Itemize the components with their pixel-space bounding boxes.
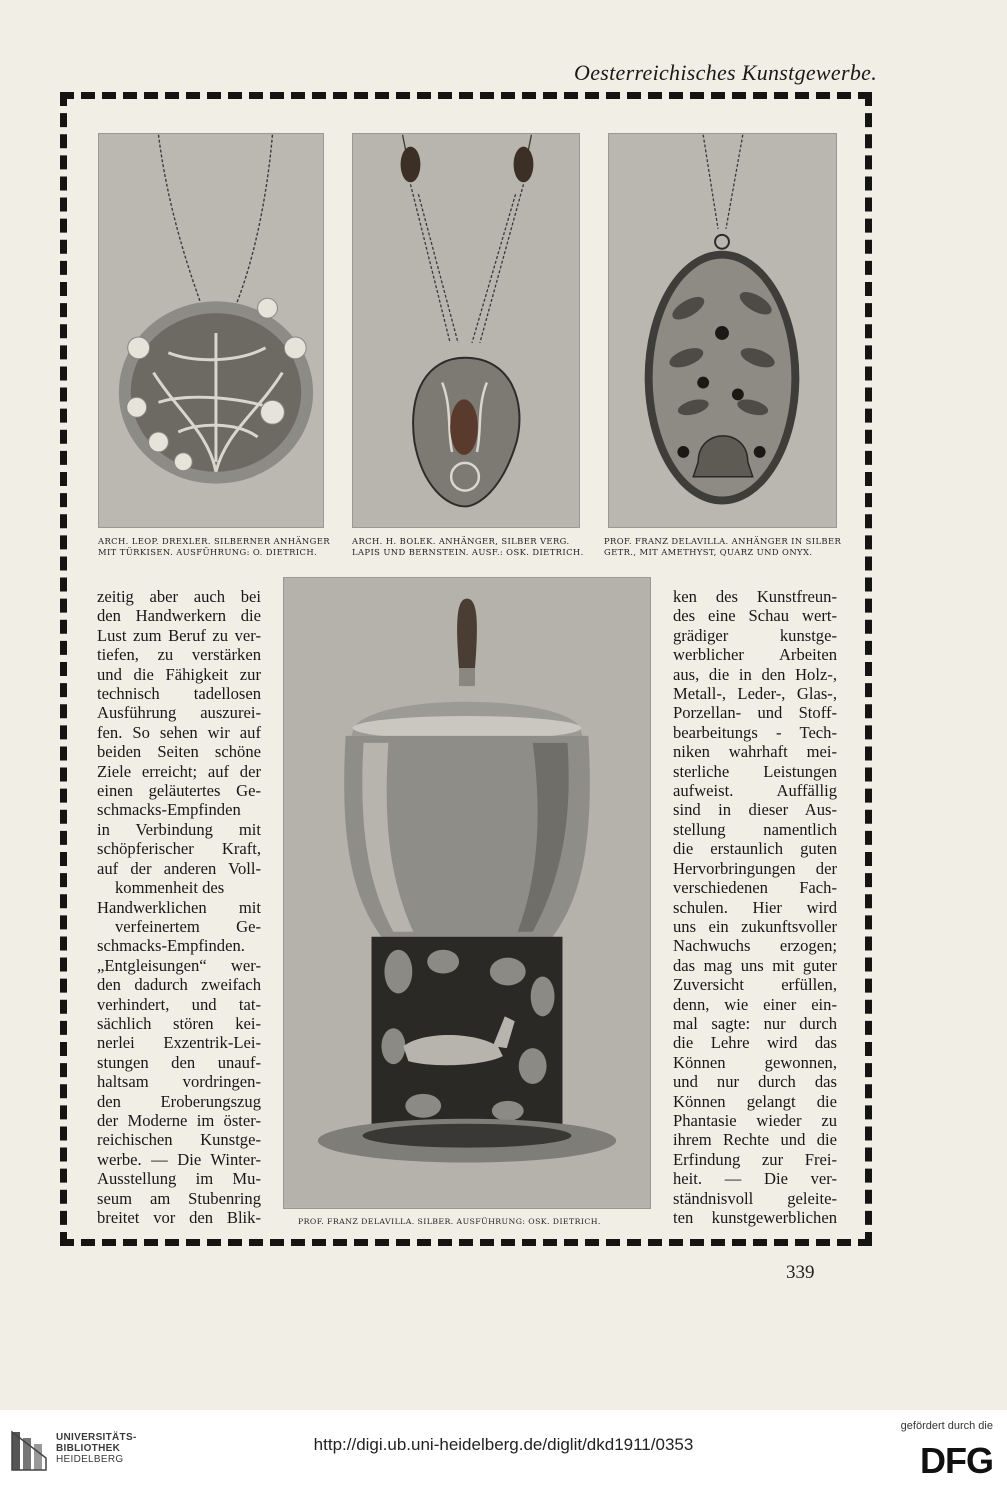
delavilla-vessel-image <box>284 578 650 1208</box>
text-line: sterliche Leistungen <box>673 761 837 781</box>
caption-delavilla-pendant <box>604 536 842 558</box>
text-line: Ausstellung im Mu- <box>97 1169 261 1189</box>
text-line: ihrem Rechte und die <box>673 1130 837 1150</box>
text-line: den Eroberungszug <box>97 1091 261 1111</box>
page-number: 339 <box>786 1262 815 1283</box>
text-line: Erfindung zur Frei- <box>673 1149 837 1169</box>
text-line: den dadurch zweifach <box>97 975 261 995</box>
library-name-line3: HEIDELBERG <box>56 1454 124 1465</box>
text-line: aus, die in den Holz-, <box>673 664 837 684</box>
text-line: den Handwerkern die <box>97 606 261 626</box>
text-line: Lust zum Beruf zu ver- <box>97 625 261 645</box>
text-line: stellung namentlich <box>673 819 837 839</box>
text-line: der Moderne im öster- <box>97 1110 261 1130</box>
library-name-line1: UNIVERSITÄTS- <box>56 1432 137 1443</box>
caption-delavilla-pendant-line1: PROF. FRANZ DELAVILLA. ANHÄNGER IN SILBER <box>604 536 842 546</box>
bolek-pendant-image <box>353 134 579 527</box>
text-line: Nachwuchs erzogen; <box>673 936 837 956</box>
text-line: „Entgleisungen“ wer- <box>97 955 261 975</box>
text-line: uns ein zukunftsvoller <box>673 916 837 936</box>
text-line: ten kunstgewerblichen <box>673 1208 837 1227</box>
text-line: denn, wie einer ein- <box>673 994 837 1014</box>
caption-delavilla-vessel-text: PROF. FRANZ DELAVILLA. SILBER. AUSFÜHRUNG: OSK. DIETRICH. <box>298 1217 601 1226</box>
text-line: sächlich stören kei- <box>97 1013 261 1033</box>
text-line: grädiger kunstge- <box>673 625 837 645</box>
text-line: reichischen Kunstge- <box>97 1130 261 1150</box>
text-line: stungen den unauf- <box>97 1052 261 1072</box>
text-line: Porzellan- und Stoff- <box>673 703 837 723</box>
text-line: schulen. Hier wird <box>673 897 837 917</box>
text-line: und nur durch das <box>673 1072 837 1092</box>
caption-bolek-line2: LAPIS UND BERNSTEIN. AUSF.: OSK. DIETRICH. <box>352 547 584 557</box>
text-line: verschiedenen Fach- <box>673 878 837 898</box>
text-line: Metall-, Leder-, Glas-, <box>673 684 837 704</box>
text-line: auf der anderen Voll- <box>97 858 261 878</box>
text-line: ken des Kunstfreun- <box>673 587 837 606</box>
library-name-line2: BIBLIOTHEK <box>56 1443 121 1454</box>
text-line: sind in dieser Aus- <box>673 800 837 820</box>
text-line: Hervorbringungen der <box>673 858 837 878</box>
text-line: des eine Schau wert- <box>673 606 837 626</box>
text-line: werbe. — Die Winter- <box>97 1149 261 1169</box>
text-line: in Verbindung mit <box>97 819 261 839</box>
text-line: tiefen, zu verstärken <box>97 645 261 665</box>
caption-delavilla-vessel <box>298 1216 643 1227</box>
text-line: fen. So sehen wir auf <box>97 722 261 742</box>
caption-delavilla-pendant-line2: GETR., MIT AMETHYST, QUARZ UND ONYX. <box>604 547 813 557</box>
photo-drexler-pendant <box>98 133 324 528</box>
right-column <box>673 587 837 1227</box>
dfg-logo: DFG <box>920 1440 993 1481</box>
text-line: haltsam vordringen- <box>97 1072 261 1092</box>
text-line: Können gelangt die <box>673 1091 837 1111</box>
left-column <box>97 587 261 1227</box>
source-url-link[interactable]: http://digi.ub.uni-heidelberg.de/diglit/dkd1911/0353 <box>313 1435 694 1454</box>
caption-drexler-line2: MIT TÜRKISEN. AUSFÜHRUNG: O. DIETRICH. <box>98 547 318 557</box>
text-line: nerlei Exzentrik-Lei- <box>97 1033 261 1053</box>
text-line: Handwerklichen mit <box>97 897 261 917</box>
text-line: die Lehre wird das <box>673 1033 837 1053</box>
text-line: niken wahrhaft mei- <box>673 742 837 762</box>
caption-drexler <box>98 536 330 558</box>
text-line: Können gewonnen, <box>673 1052 837 1072</box>
text-line: Ausführung auszurei- <box>97 703 261 723</box>
text-line: das mag uns mit guter <box>673 955 837 975</box>
text-line: seum am Stubenring <box>97 1188 261 1208</box>
text-line: Ziele erreicht; auf der <box>97 761 261 781</box>
text-line: breitet vor den Blik- <box>97 1208 261 1227</box>
drexler-pendant-image <box>99 134 323 527</box>
text-line: und die Fähigkeit zur <box>97 664 261 684</box>
text-line: verhindert, und tat- <box>97 994 261 1014</box>
caption-bolek <box>352 536 584 558</box>
text-line: mal sagte: nur durch <box>673 1013 837 1033</box>
photo-bolek-pendant <box>352 133 580 528</box>
text-line: heit. — Die ver- <box>673 1169 837 1189</box>
photo-delavilla-vessel <box>283 577 651 1209</box>
delavilla-pendant-image <box>609 134 836 527</box>
caption-bolek-line1: ARCH. H. BOLEK. ANHÄNGER, SILBER VERG. <box>352 536 570 546</box>
caption-drexler-line1: ARCH. LEOP. DREXLER. SILBERNER ANHÄNGER <box>98 536 330 546</box>
text-line: einen geläutertes Ge- <box>97 781 261 801</box>
funded-by-label: gefördert durch die <box>900 1420 993 1432</box>
text-line: die erstaunlich guten <box>673 839 837 859</box>
text-line: technisch tadellosen <box>97 684 261 704</box>
text-line: Phantasie wieder zu <box>673 1110 837 1130</box>
text-line: schöpferischer Kraft, <box>97 839 261 859</box>
text-line: kommenheit des <box>115 878 225 898</box>
footer-bar <box>0 1410 1007 1488</box>
running-head: Oesterreichisches Kunstgewerbe. <box>574 60 877 85</box>
text-line: Zuversicht erfüllen, <box>673 975 837 995</box>
text-line: schmacks-Empfinden. <box>97 936 245 956</box>
text-line: zeitig aber auch bei <box>97 587 261 606</box>
text-line: beiden Seiten schöne <box>97 742 261 762</box>
text-line: ständnisvoll geleite- <box>673 1188 837 1208</box>
text-line: aufweist. Auffällig <box>673 781 837 801</box>
text-line: werblicher Arbeiten <box>673 645 837 665</box>
text-line: bearbeitungs - Tech- <box>673 722 837 742</box>
photo-delavilla-pendant <box>608 133 837 528</box>
text-line: schmacks-Empfinden <box>97 800 241 820</box>
text-line: verfeinertem Ge- <box>115 916 261 936</box>
